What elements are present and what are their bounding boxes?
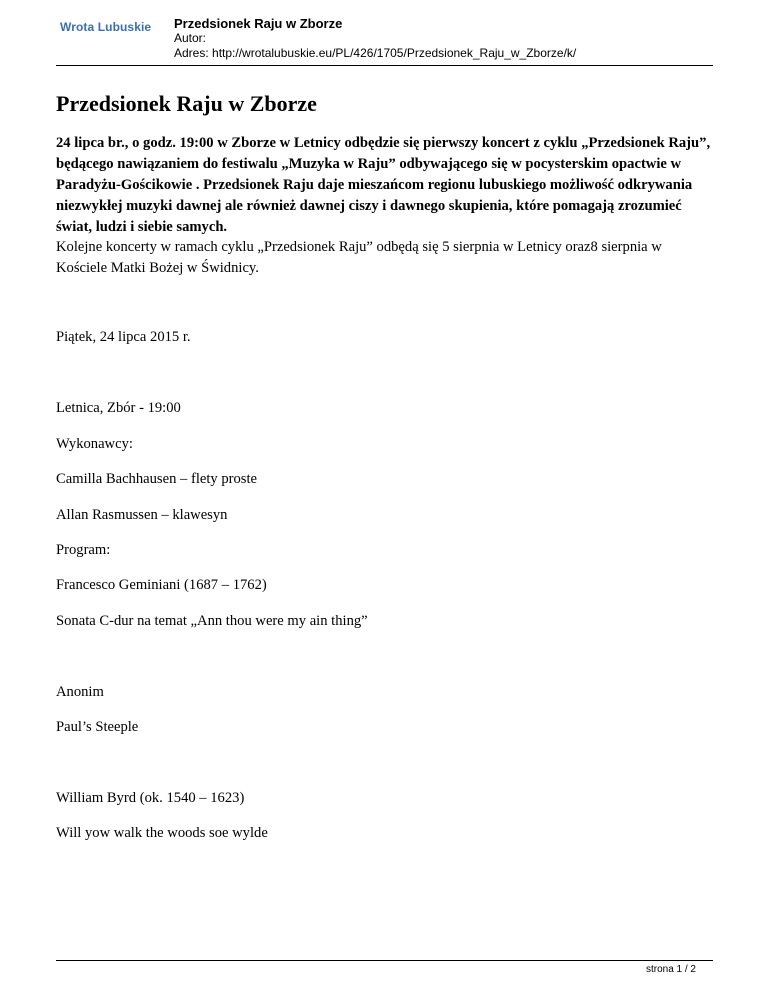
header-author: Autor: bbox=[174, 31, 207, 45]
program-composer: Francesco Geminiani (1687 – 1762) bbox=[56, 577, 267, 593]
program-work: Paul’s Steeple bbox=[56, 719, 139, 735]
header-title: Przedsionek Raju w Zborze bbox=[174, 16, 343, 31]
program-work: Sonata C-dur na temat „Ann thou were my ain thing” bbox=[56, 613, 368, 629]
performers-label: Wykonawcy: bbox=[56, 436, 133, 452]
program-label: Program: bbox=[56, 542, 111, 558]
performer-item: Camilla Bachhausen – flety proste bbox=[56, 471, 258, 487]
footer-divider bbox=[56, 960, 713, 961]
paragraph-next-concerts: Kolejne koncerty w ramach cyklu „Przedsionek Raju” odbędą się 5 sierpnia w Letnicy oraz8 sierpnia w Kościele Matki Bożej w Świdnicy. bbox=[56, 239, 662, 276]
header-address: Adres: http://wrotalubuskie.eu/PL/426/1705/Przedsionek_Raju_w_Zborze/k/ bbox=[174, 46, 577, 60]
program-composer: Anonim bbox=[56, 684, 104, 700]
performer-item: Allan Rasmussen – klawesyn bbox=[56, 507, 228, 523]
program-composer: William Byrd (ok. 1540 – 1623) bbox=[56, 790, 245, 806]
article-lead: 24 lipca br., o godz. 19:00 w Zborze w Letnicy odbędzie się pierwszy koncert z cyklu „Przedsionek Raju”, będącego nawiązaniem do festiwalu „Muzyka w Raju” odbywającego się w pocysterskim opactwie w Paradyżu-Gościkowie . Przedsionek Raju daje mieszańcom regionu lubuskiego możliwość odkrywania niezwykłej muzyki dawnej ale również dawnej ciszy i dawnego skupienia, które pomagają zrozumieć świat, ludzi i siebie samych. bbox=[56, 135, 711, 235]
program-work: Will yow walk the woods soe wylde bbox=[56, 825, 268, 841]
site-logo: Wrota Lubuskie bbox=[60, 20, 152, 34]
concert-date: Piątek, 24 lipca 2015 r. bbox=[56, 329, 191, 345]
header-divider bbox=[56, 65, 713, 66]
concert-place: Letnica, Zbór - 19:00 bbox=[56, 400, 181, 416]
page-number: strona 1 / 2 bbox=[645, 964, 696, 975]
article-heading: Przedsionek Raju w Zborze bbox=[56, 91, 317, 116]
document-header bbox=[174, 16, 576, 61]
